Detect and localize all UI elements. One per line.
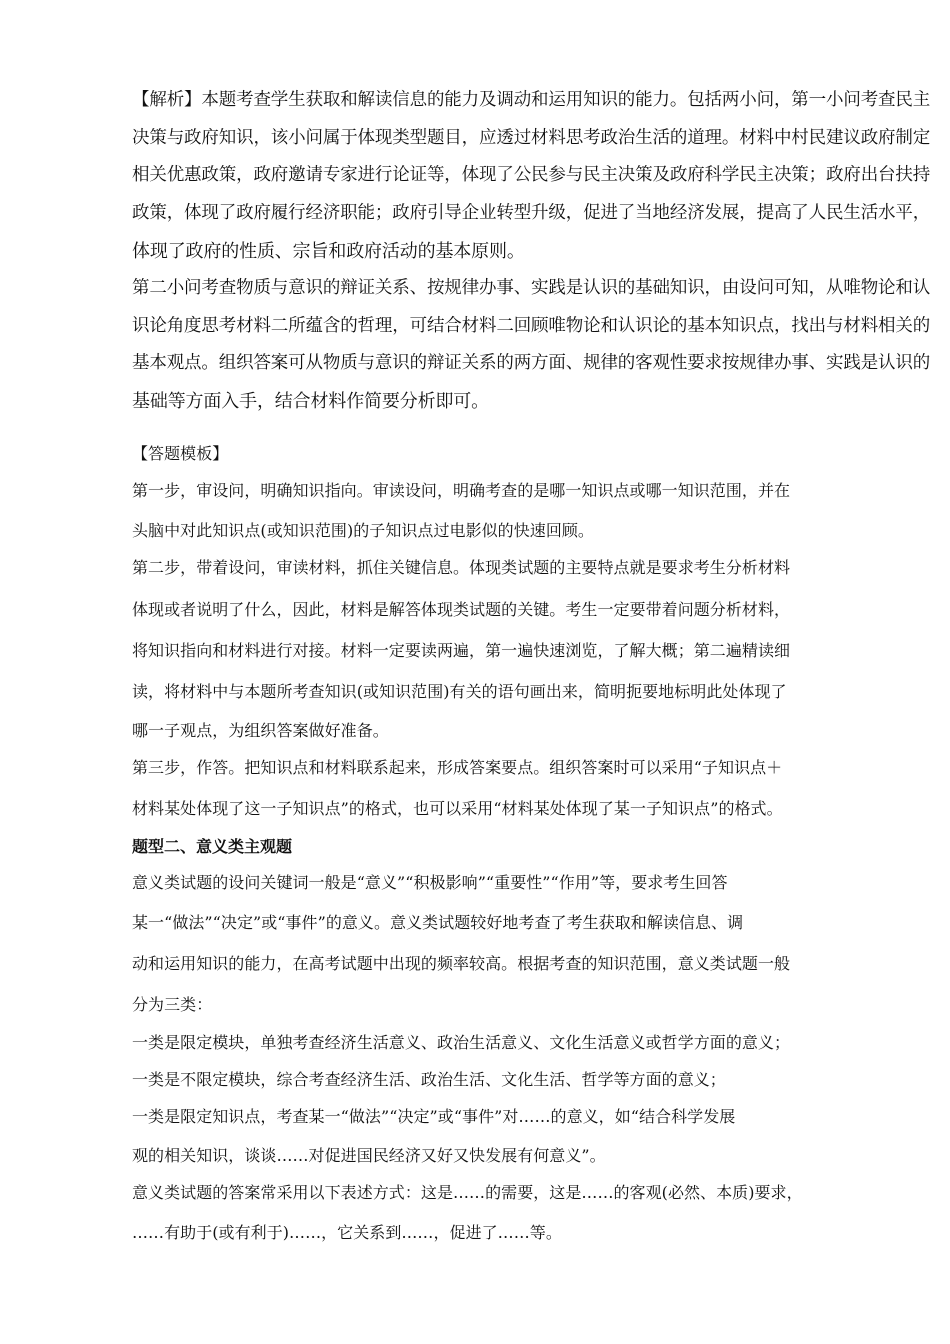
section-line: 意义类试题的设问关键词一般是“意义”“积极影响”“重要性”“作用”等，要求考生回答: [132, 873, 728, 892]
analysis-line: 政策，体现了政府履行经济职能；政府引导企业转型升级，促进了当地经济发展，提高了人民生活水平，: [132, 203, 931, 223]
section-line: 一类是限定知识点，考查某一“做法”“决定”或“事件”对……的意义，如“结合科学发展: [132, 1107, 736, 1126]
section-line: 一类是不限定模块，综合考查经济生活、政治生活、文化生活、哲学等方面的意义；: [132, 1070, 726, 1089]
analysis-line: 【解析】本题考查学生获取和解读信息的能力及调动和运用知识的能力。包括两小问，第一小问考查民主: [132, 90, 931, 110]
section-line: 分为三类：: [132, 995, 213, 1014]
section-line: 动和运用知识的能力，在高考试题中出现的频率较高。根据考查的知识范围，意义类试题一般: [132, 954, 791, 973]
analysis-line: 基础等方面入手，结合材料作简要分析即可。: [132, 391, 489, 412]
section-title: 题型二、意义类主观题: [132, 837, 293, 856]
analysis-line: 基本观点。组织答案可从物质与意识的辩证关系的两方面、规律的客观性要求按规律办事、实践是认识的: [132, 353, 931, 373]
template-line: 材料某处体现了这一子知识点”的格式，也可以采用“材料某处体现了某一子知识点”的格式。: [132, 799, 783, 818]
template-line: 哪一子观点，为组织答案做好准备。: [132, 721, 389, 740]
template-line: 头脑中对此知识点(或知识范围)的子知识点过电影似的快速回顾。: [132, 521, 594, 540]
template-line: 将知识指向和材料进行对接。材料一定要读两遍，第一遍快速浏览，了解大概；第二遍精读细: [132, 641, 791, 660]
template-line: 第一步，审设问，明确知识指向。审读设问，明确考查的是哪一知识点或哪一知识范围，并在: [132, 481, 791, 500]
analysis-line: 体现了政府的性质、宗旨和政府活动的基本原则。: [132, 241, 525, 262]
template-line: 体现或者说明了什么，因此，材料是解答体现类试题的关键。考生一定要带着问题分析材料，: [132, 600, 791, 619]
template-heading: 【答题模板】: [132, 444, 229, 463]
analysis-line: 识论角度思考材料二所蕴含的哲理，可结合材料二回顾唯物论和认识论的基本知识点，找出与材料相关的: [132, 316, 931, 336]
analysis-line: 决策与政府知识，该小问属于体现类型题目，应透过材料思考政治生活的道理。材料中村民建议政府制定: [132, 128, 931, 148]
template-line: 读，将材料中与本题所考查知识(或知识范围)有关的语句画出来，简明扼要地标明此处体现了: [132, 682, 787, 701]
section-line: ……有助于(或有利于)……，它关系到……，促进了……等。: [132, 1223, 562, 1242]
section-line: 意义类试题的答案常采用以下表述方式：这是……的需要，这是……的客观(必然、本质)要求，: [132, 1183, 803, 1202]
section-line: 观的相关知识，谈谈……对促进国民经济又好又快发展有何意义”。: [132, 1146, 606, 1165]
analysis-line: 相关优惠政策，政府邀请专家进行论证等，体现了公民参与民主决策及政府科学民主决策；政府出台扶持: [132, 165, 931, 185]
template-line: 第三步，作答。把知识点和材料联系起来，形成答案要点。组织答案时可以采用“子知识点＋: [132, 758, 783, 777]
template-line: 第二步，带着设问，审读材料，抓住关键信息。体现类试题的主要特点就是要求考生分析材料: [132, 558, 791, 577]
section-line: 一类是限定模块，单独考查经济生活意义、政治生活意义、文化生活意义或哲学方面的意义；: [132, 1033, 791, 1052]
section-line: 某一“做法”“决定”或“事件”的意义。意义类试题较好地考查了考生获取和解读信息、调: [132, 913, 744, 932]
analysis-line: 第二小问考查物质与意识的辩证关系、按规律办事、实践是认识的基础知识，由设问可知，从唯物论和认: [132, 278, 931, 298]
